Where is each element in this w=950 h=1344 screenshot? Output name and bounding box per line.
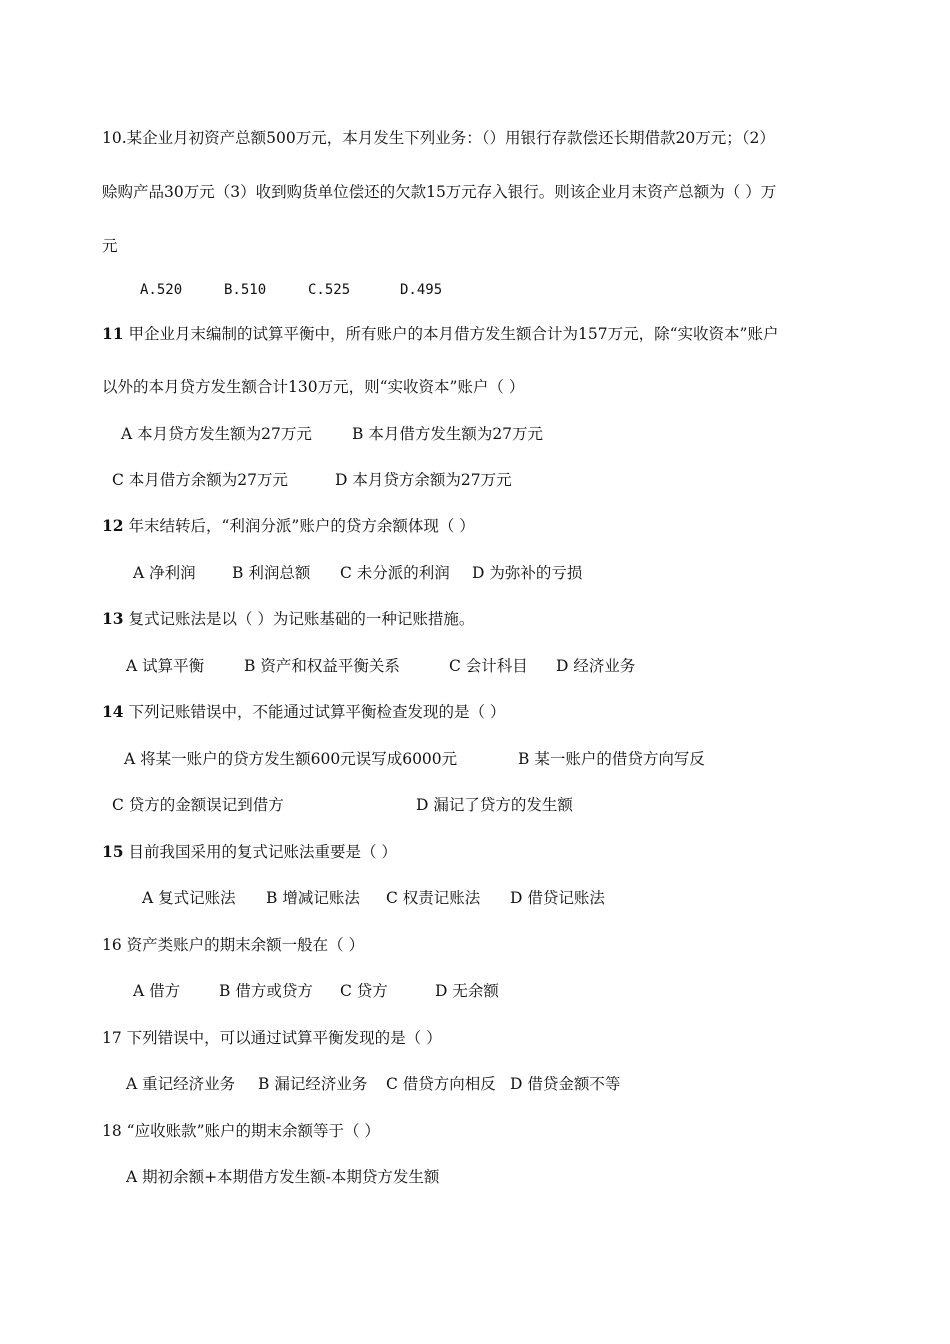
- q11-line-1: [102, 324, 778, 344]
- q10-line-1: 10.某企业月初资产总额500万元，本月发生下列业务：（）用银行存款偿还长期借款20万元；（2）: [102, 129, 775, 147]
- q12-option-b: B 利润总额: [232, 564, 311, 582]
- q11-line-2: 以外的本月贷方发生额合计130万元，则“实收资本”账户（ ）: [102, 378, 525, 396]
- q12-option-c: C 未分派的利润: [340, 564, 450, 582]
- q13-text: 复式记账法是以（ ）为记账基础的一种记账措施。: [123, 610, 475, 628]
- q10-option-d: D.495: [400, 282, 443, 298]
- q10-option-b: B.510: [224, 282, 267, 298]
- q17-option-d: D 借贷金额不等: [510, 1075, 621, 1093]
- q15-option-a: A 复式记账法: [142, 889, 236, 907]
- q17-option-c: C 借贷方向相反: [386, 1075, 496, 1093]
- q16-option-b: B 借方或贷方: [219, 982, 313, 1000]
- q15-option-d: D 借贷记账法: [510, 889, 605, 907]
- q13-option-c: C 会计科目: [449, 657, 528, 675]
- q13-option-b: B 资产和权益平衡关系: [244, 657, 400, 675]
- q11-text-1: 甲企业月末编制的试算平衡中，所有账户的本月借方发生额合计为157万元，除“实收资本”账户: [123, 325, 779, 343]
- q14-option-c: C 贷方的金额误记到借方: [112, 796, 284, 814]
- q11-option-c: C 本月借方余额为27万元: [112, 471, 289, 489]
- q12-option-a: A 净利润: [133, 564, 196, 582]
- q15-option-b: B 增减记账法: [266, 889, 360, 907]
- q13-option-a: A 试算平衡: [126, 657, 205, 675]
- q14-option-b: B 某一账户的借贷方向写反: [518, 750, 705, 768]
- q10-line-2: 赊购产品30万元（3）收到购货单位偿还的欠款15万元存入银行。则该企业月末资产总额为（ ）万: [102, 183, 777, 201]
- q15-option-c: C 权责记账法: [386, 889, 481, 907]
- q17-option-b: B 漏记经济业务: [258, 1075, 368, 1093]
- q14-text: 下列记账错误中，不能通过试算平衡检查发现的是（ ）: [123, 703, 506, 721]
- q10-line-3: 元: [102, 237, 118, 255]
- q14-number: 14: [102, 702, 124, 721]
- q11-option-a: A 本月贷方发生额为27万元: [121, 425, 312, 443]
- q18-line: 18 “应收账款”账户的期末余额等于（ ）: [102, 1122, 380, 1140]
- q13-option-d: D 经济业务: [556, 657, 636, 675]
- q17-line: 17 下列错误中，可以通过试算平衡发现的是（ ）: [102, 1029, 442, 1047]
- q12-option-d: D 为弥补的亏损: [472, 564, 583, 582]
- q15-text: 目前我国采用的复式记账法重要是（ ）: [123, 843, 397, 861]
- q14-option-d: D 漏记了贷方的发生额: [416, 796, 573, 814]
- q15-number: 15: [102, 842, 124, 861]
- q12-number: 12: [102, 516, 124, 535]
- q16-line: 16 资产类账户的期末余额一般在（ ）: [102, 936, 365, 954]
- q16-option-c: C 贷方: [340, 982, 388, 1000]
- q11-option-d: D 本月贷方余额为27万元: [335, 471, 512, 489]
- q14-option-a: A 将某一账户的贷方发生额600元误写成6000元: [124, 750, 458, 768]
- q12-text: 年末结转后，“利润分派”账户的贷方余额体现（ ）: [123, 517, 475, 535]
- q14-line: [102, 702, 505, 722]
- q12-line: [102, 516, 475, 536]
- q16-option-d: D 无余额: [435, 982, 499, 1000]
- q10-option-c: C.525: [308, 282, 351, 298]
- q11-number: 11: [102, 324, 124, 343]
- q11-option-b: B 本月借方发生额为27万元: [352, 425, 544, 443]
- q15-line: [102, 842, 397, 862]
- q16-option-a: A 借方: [133, 982, 181, 1000]
- q13-line: [102, 609, 474, 629]
- q10-option-a: A.520: [140, 282, 183, 298]
- q18-option-a: A 期初余额+本期借方发生额-本期贷方发生额: [126, 1168, 440, 1186]
- q13-number: 13: [102, 609, 124, 628]
- q17-option-a: A 重记经济业务: [126, 1075, 236, 1093]
